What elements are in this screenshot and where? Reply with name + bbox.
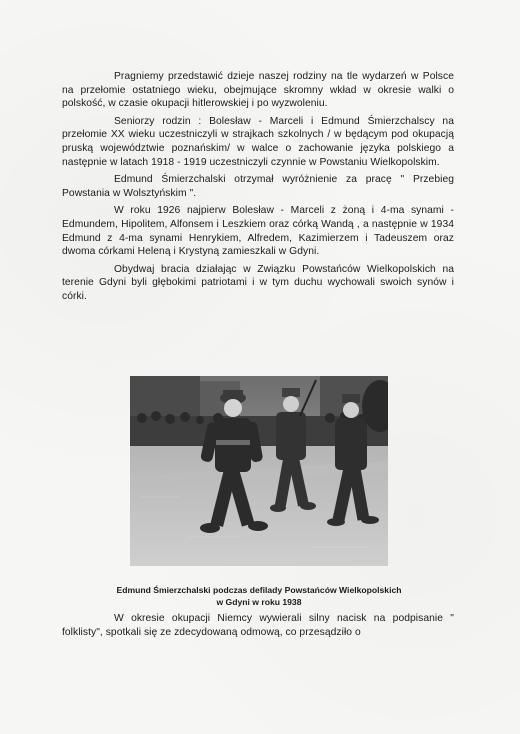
paragraph-5: Obydwaj bracia działając w Związku Powstańców Wielkopolskich na terenie Gdyni byli głębokimi patriotami i w tym duchu wychowali swoich synów i córki. (62, 263, 454, 302)
caption-line-1: Edmund Śmierzchalski podczas defilady Powstańców Wielkopolskich (116, 585, 402, 595)
paragraph-1: Pragniemy przedstawić dzieje naszej rodziny na tle wydarzeń w Polsce na przełomie ostatniego wieku, obejmujące skromny wkład w okresie walki o polskość, w czasie okupacji hitlerowskiej i po wyzwoleniu. (62, 71, 454, 110)
photo-caption (100, 584, 418, 608)
paragraph-6: W okresie okupacji Niemcy wywierali silny nacisk na podpisanie " folklisty", spotkali się ze zdecydowaną odmową, co przesądziło o (62, 613, 454, 638)
body-text-top (62, 70, 454, 308)
paragraph-2: Seniorzy rodzin : Bolesław - Marceli i Edmund Śmierzchalscy na przełomie XX wieku uczestniczyli w strajkach szkolnych / w będącym pod okupacją pruską województwie poznańskim/ w walce o zachowanie języka polskiego a następnie w latach 1918 - 1919 uczestniczyli czynnie w Powstaniu Wielkopolskim. (62, 115, 454, 168)
parade-photo-image (130, 376, 388, 566)
paragraph-4: W roku 1926 najpierw Bolesław - Marceli z żoną i 4-ma synami - Edmundem, Hipolitem, Alfonsem i Leszkiem oraz córką Wandą , a następnie w 1934 Edmund z 4-ma synami Henrykiem, Alfredem, Kazimierzem i Tadeuszem oraz dwoma córkami Heleną i Krystyną zamieszkali w Gdyni. (62, 205, 454, 258)
paragraph-3: Edmund Śmierzchalski otrzymał wyróżnienie za pracę " Przebieg Powstania w Wolsztyńskim ". (62, 174, 454, 199)
body-text-bottom (62, 612, 454, 643)
parade-photo (130, 376, 388, 566)
caption-line-2: w Gdyni w roku 1938 (216, 597, 302, 607)
